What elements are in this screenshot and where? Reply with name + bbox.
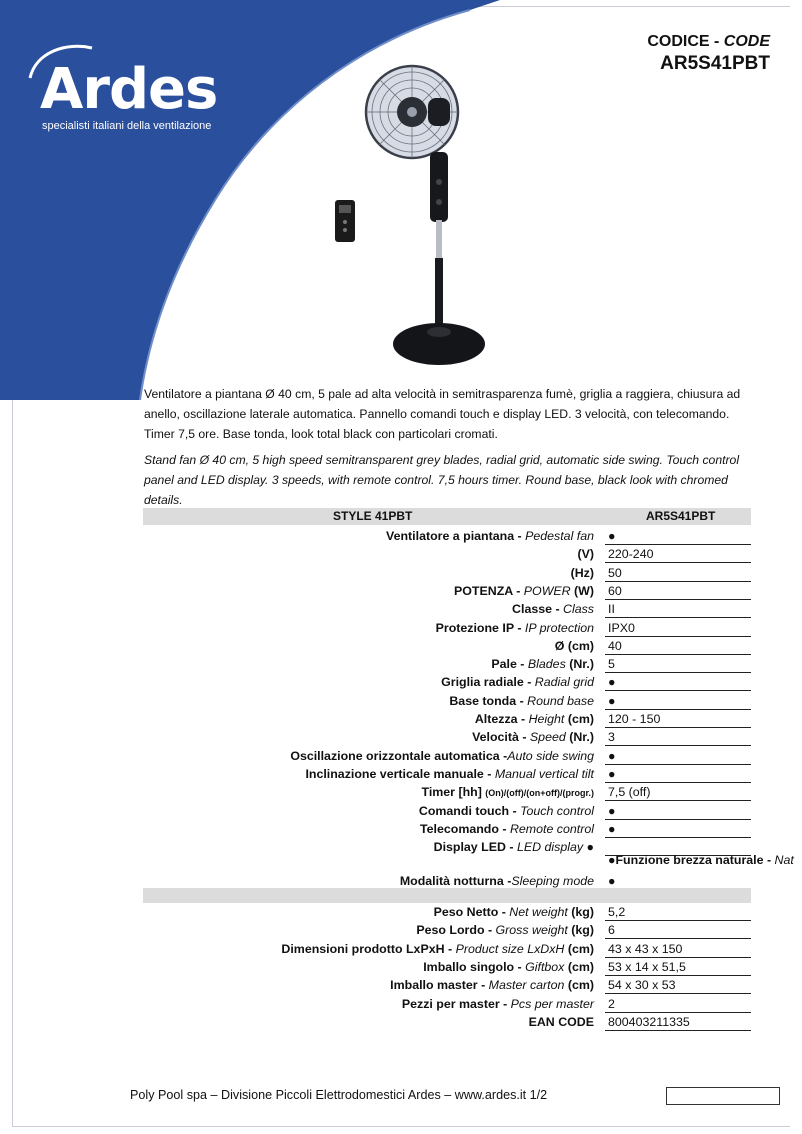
remote-control-icon [335,200,355,242]
spec-value: 5,2 [608,905,626,919]
spec-value: ● [608,693,616,708]
spec-value: ● [608,748,616,763]
description-english: Stand fan Ø 40 cm, 5 high speed semitransparent grey blades, radial grid, automatic side swing. Touch control panel and LED display. 3 speeds, with remote control. 7,5 hours timer. Round base, black look with chromed details. [144,453,740,507]
fan-product-photo [330,62,500,367]
spec-label: Imballo singolo - Giftbox (cm) [423,959,594,974]
spec-row [143,995,751,1013]
spec-table-header [143,508,751,525]
spec-value: 54 x 30 x 53 [608,978,676,993]
spec-value: 120 - 150 [608,712,661,726]
spec-row [143,958,751,976]
spec-label: Ø (cm) [554,638,594,653]
spec-row [143,783,751,801]
footer-box [666,1087,780,1105]
spec-value: 53 x 14 x 51,5 [608,959,686,974]
spec-label: Griglia radiale - Radial grid [441,675,594,690]
spec-row [143,802,751,820]
spec-label: Altezza - Height (cm) [474,712,594,726]
page-footer: Poly Pool spa – Divisione Piccoli Elettrodomestici Ardes – www.ardes.it 1/2 [130,1088,548,1102]
spec-label: Peso Netto - Net weight (kg) [433,905,594,919]
spec-label: (V) [577,547,594,562]
spec-underline [605,1030,751,1031]
spec-row [143,655,751,673]
spec-value: 7,5 (off) [608,785,651,800]
spec-row [143,903,751,921]
spec-row [143,600,751,618]
spec-value: ● [608,874,616,888]
spec-table-separator [143,888,751,903]
spec-row [143,637,751,655]
spec-row [143,728,751,746]
spec-label: Pale - Blades (Nr.) [491,657,594,672]
spec-label: Ventilatore a piantana - Pedestal fan [386,529,594,543]
header-model-code: AR5S41PBT [646,509,716,523]
spec-label: Dimensioni prodotto LxPxH - Product size LxDxH (cm) [281,941,594,956]
spec-label: Classe - Class [512,602,594,617]
spec-value: 800403211335 [608,1014,690,1029]
spec-label: Inclinazione verticale manuale - Manual vertical tilt [305,766,594,781]
spec-row [143,527,751,545]
spec-value: ● [608,803,616,818]
product-code-block [647,33,770,75]
spec-value: 5 [608,657,615,672]
spec-label: Modalità notturna -Sleeping mode [399,874,594,888]
spec-row [143,765,751,783]
spec-row [143,673,751,691]
spec-row [143,692,751,710]
description-italian: Ventilatore a piantana Ø 40 cm, 5 pale ad alta velocità in semitrasparenza fumè, griglia a raggiera, chiusura ad anello, oscillazione laterale automatica. Pannello comandi touch e display LED. 3 velocità, con telecomando. Timer 7,5 ore. Base tonda, look total black con particolari cromati. [144,387,741,441]
code-value: AR5S41PBT [660,53,770,74]
spec-label: Imballo master - Master carton (cm) [390,978,594,993]
spec-row [143,976,751,994]
spec-value: 60 [608,583,622,598]
brand-logo [40,57,218,132]
spec-label: Protezione IP - IP protection [435,620,594,635]
brand-tagline: specialisti italiani della ventilazione [42,120,212,132]
spec-label: Comandi touch - Touch control [418,803,594,818]
spec-label: Pezzi per master - Pcs per master [401,996,594,1011]
spec-value: ● [608,529,616,543]
spec-value: 6 [608,923,615,938]
spec-label: Velocità - Speed (Nr.) [472,730,594,745]
spec-label: (Hz) [570,565,594,580]
spec-row [143,940,751,958]
spec-label: Base tonda - Round base [449,693,594,708]
spec-label: Timer [hh] (On)/(off)/(on+off)/(progr.) [421,785,594,800]
spec-value: 50 [608,565,622,580]
spec-row [143,710,751,728]
spec-value: II [608,602,615,617]
spec-value: ● [608,675,616,690]
spec-value: 43 x 43 x 150 [608,941,683,956]
spec-row-natural-breeze: ●Funzione brezza naturale - Nat [608,853,794,867]
spec-row [143,564,751,582]
brand-arc-icon [26,40,96,80]
page-border [12,1126,790,1127]
spec-value: 220-240 [608,547,654,562]
spec-row [143,545,751,563]
spec-value: 40 [608,638,622,653]
spec-value: 3 [608,730,615,745]
spec-label: POTENZA - POWER (W) [454,583,594,598]
spec-label: Peso Lordo - Gross weight (kg) [416,923,594,938]
spec-row [143,619,751,637]
spec-label: Telecomando - Remote control [420,821,594,836]
spec-label: Oscillazione orizzontale automatica -Auto side swing [290,748,594,763]
spec-row [143,747,751,765]
brand-name: Ardes [40,57,218,122]
code-label: CODICE - CODE [647,33,770,50]
spec-label: Display LED - LED display ● [433,840,594,855]
spec-row [143,921,751,939]
header-model-style: STYLE 41PBT [333,509,413,523]
spec-row [143,582,751,600]
spec-row [143,1013,751,1031]
spec-value: IPX0 [608,620,635,635]
spec-value: 2 [608,996,615,1011]
spec-row [143,820,751,838]
spec-label: EAN CODE [528,1014,594,1029]
spec-value: ● [608,766,616,781]
spec-value: ● [608,821,616,836]
